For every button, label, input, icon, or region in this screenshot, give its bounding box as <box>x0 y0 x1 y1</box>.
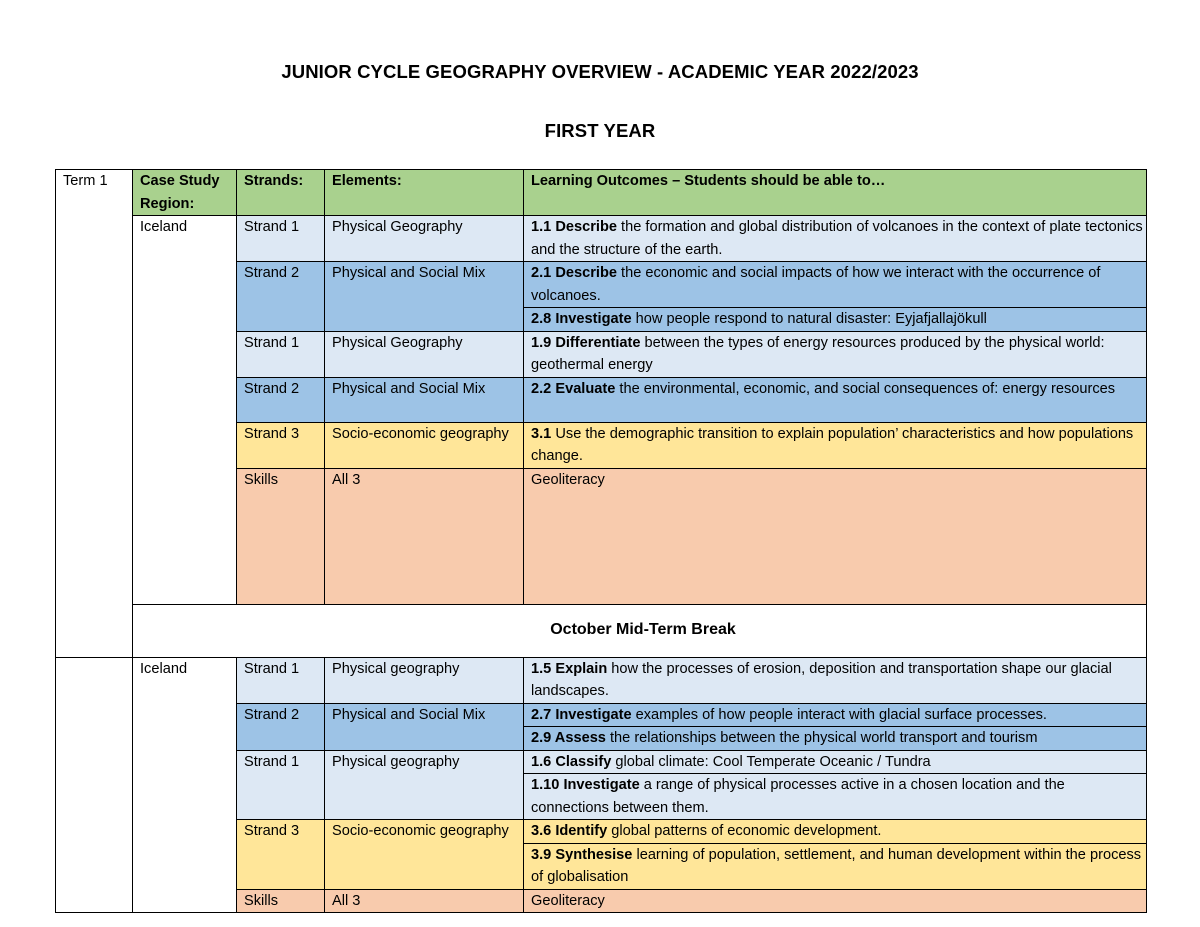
outcome-verb: 2.1 Describe <box>531 265 617 281</box>
outcome-verb: 2.9 Assess <box>531 730 606 746</box>
outcome-verb: 2.7 Investigate <box>531 706 632 723</box>
strand-cell: All 3 <box>325 468 524 604</box>
outcome-cell <box>524 216 1147 262</box>
term-cell-empty <box>56 657 133 913</box>
outcome-text: global patterns of economic development. <box>607 823 882 839</box>
outcome-cell <box>524 422 1147 468</box>
mid-term-break-label: October Mid-Term Break <box>133 604 1147 657</box>
table-row <box>56 216 1147 262</box>
outcome-cell <box>524 727 1147 751</box>
case-study-region: Iceland <box>133 216 237 605</box>
element-cell: Physical and Social Mix <box>325 703 524 750</box>
outcome-cell <box>524 820 1147 844</box>
outcome-verb: 3.6 Identify <box>531 823 608 839</box>
outcome-cell <box>524 657 1147 703</box>
skills-label: Skills <box>237 889 325 913</box>
outcome-text: global climate: Cool Temperate Oceanic / Tundra <box>611 753 931 770</box>
document-subtitle: FIRST YEAR <box>544 120 656 141</box>
outcome-text: the economic and social impacts of how we interact with the occurrence of volcanoes. <box>531 265 1101 304</box>
header-outcomes: Learning Outcomes – Students should be able to… <box>524 170 1147 216</box>
outcome-text: Use the demographic transition to explain population’ characteristics and how populations change. <box>531 425 1134 464</box>
element-cell: Socio-economic geography <box>325 820 524 890</box>
term-cell: Term 1 <box>56 170 133 658</box>
outcome-cell <box>524 377 1147 422</box>
skills-label: Skills <box>237 468 325 604</box>
element-cell: Physical Geography <box>325 216 524 262</box>
element-cell: Socio-economic geography <box>325 422 524 468</box>
outcome-text: learning of population, settlement, and human development within the process of globalisation <box>531 846 1142 885</box>
outcome-text: the environmental, economic, and social consequences of: energy resources <box>615 380 1116 397</box>
element-cell: Physical and Social Mix <box>325 262 524 332</box>
outcome-cell <box>524 331 1147 377</box>
outcome-cell <box>524 750 1147 774</box>
outcome-cell <box>524 774 1147 820</box>
break-row <box>56 604 1147 657</box>
element-cell: Physical and Social Mix <box>325 377 524 422</box>
outcome-text: the formation and global distribution of volcanoes in the context of plate tectonics and the structure of the earth. <box>531 219 1143 258</box>
overview-table <box>55 169 1147 913</box>
strand-cell: Strand 1 <box>237 216 325 262</box>
outcome-verb: 3.9 Synthesise <box>531 846 633 863</box>
strand-cell: Strand 2 <box>237 703 325 750</box>
strand-cell: Strand 1 <box>237 657 325 703</box>
strand-cell: Strand 1 <box>237 750 325 820</box>
outcome-verb: 1.6 Classify <box>531 753 612 770</box>
header-elements: Elements: <box>325 170 524 216</box>
outcome-cell <box>524 308 1147 332</box>
header-region: Case Study Region: <box>133 170 237 216</box>
outcome-text: the relationships between the physical world transport and tourism <box>605 730 1038 746</box>
element-cell: Physical geography <box>325 750 524 820</box>
element-cell: Physical geography <box>325 657 524 703</box>
element-cell: Geoliteracy <box>524 468 1147 604</box>
element-cell: Physical Geography <box>325 331 524 377</box>
strand-cell: Strand 2 <box>237 377 325 422</box>
strand-cell: Strand 2 <box>237 262 325 332</box>
outcome-text: how the processes of erosion, deposition and transportation shape our glacial landscapes. <box>531 660 1112 699</box>
outcome-cell <box>524 703 1147 727</box>
strand-cell: All 3 <box>325 889 524 913</box>
outcome-verb: 1.9 Differentiate <box>531 334 641 351</box>
outcome-cell <box>524 262 1147 308</box>
outcome-verb: 3.1 <box>531 425 552 442</box>
case-study-region: Iceland <box>133 657 237 913</box>
strand-cell: Strand 3 <box>237 820 325 890</box>
outcome-text: a range of physical processes active in a chosen location and the connections between them. <box>531 777 1065 816</box>
strand-cell: Strand 3 <box>237 422 325 468</box>
outcome-text: examples of how people interact with glacial surface processes. <box>631 706 1047 723</box>
outcome-verb: 2.2 Evaluate <box>531 380 616 397</box>
document-title: JUNIOR CYCLE GEOGRAPHY OVERVIEW - ACADEMIC YEAR 2022/2023 <box>281 61 919 82</box>
header-strands: Strands: <box>237 170 325 216</box>
header-row <box>56 170 1147 216</box>
table-row <box>56 657 1147 703</box>
element-cell: Geoliteracy <box>524 889 1147 913</box>
outcome-verb: 1.1 Describe <box>531 219 617 235</box>
outcome-verb: 2.8 Investigate <box>531 311 632 327</box>
strand-cell: Strand 1 <box>237 331 325 377</box>
outcome-verb: 1.10 Investigate <box>531 777 640 793</box>
outcome-text: how people respond to natural disaster: Eyjafjallajökull <box>631 311 987 327</box>
outcome-cell <box>524 843 1147 889</box>
outcome-verb: 1.5 Explain <box>531 660 608 677</box>
outcome-text: between the types of energy resources produced by the physical world: geothermal energy <box>531 334 1105 373</box>
